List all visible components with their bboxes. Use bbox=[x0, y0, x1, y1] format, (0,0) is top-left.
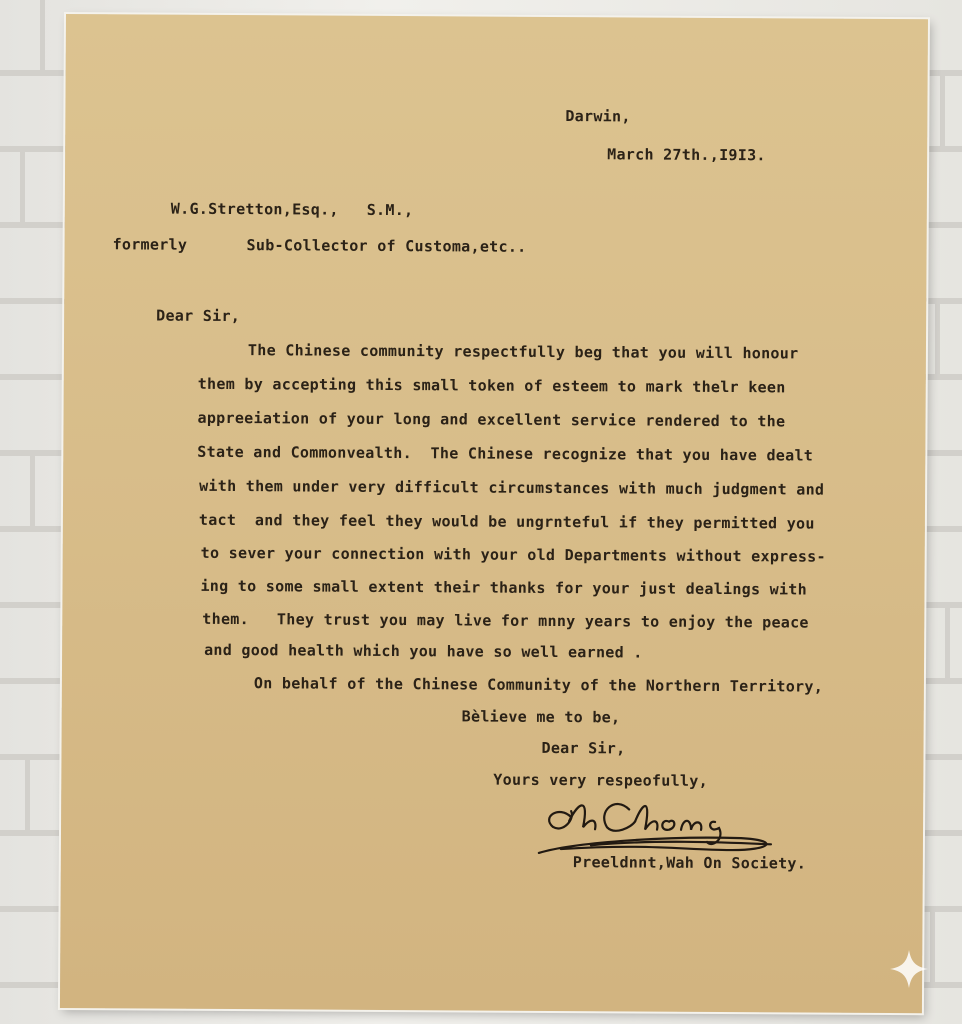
body-line: with them under very difficult circumstances with much judgment and bbox=[199, 476, 825, 499]
behalf-line: On behalf of the Chinese Community of the Northern Territory, bbox=[253, 674, 824, 696]
mortar-joint bbox=[930, 912, 935, 982]
sparkle-icon bbox=[888, 948, 930, 990]
mortar-joint bbox=[20, 152, 25, 222]
mortar-joint bbox=[40, 0, 45, 70]
mortar-joint bbox=[940, 76, 945, 146]
salutation: Dear Sir, bbox=[156, 306, 241, 326]
body-line: and good health which you have so well earned . bbox=[204, 640, 643, 662]
body-line: them. They trust you may live for mnny years to enjoy the peace bbox=[202, 609, 809, 632]
letter-date: March 27th.,I9I3. bbox=[607, 145, 766, 165]
closing-dear-sir: Dear Sir, bbox=[541, 738, 626, 758]
body-line: to sever your connection with your old Departments without express- bbox=[200, 543, 826, 566]
closing-believe: Bèlieve me to be, bbox=[461, 707, 621, 727]
mortar-joint bbox=[935, 304, 940, 374]
mortar-joint bbox=[945, 608, 950, 678]
body-line: ing to some small extent their thanks for your just dealings with bbox=[200, 576, 808, 599]
body-line: appreeiation of your long and excellent service rendered to the bbox=[197, 408, 786, 431]
mortar-joint bbox=[30, 456, 35, 526]
body-line: The Chinese community respectfully beg that you will honour bbox=[247, 341, 799, 363]
typed-letter bbox=[60, 14, 928, 1013]
signature-title: Preeldnnt,Wah On Society. bbox=[572, 853, 807, 873]
addressee-line-2: Sub-Collector of Customa,etc.. bbox=[246, 236, 527, 256]
body-line: State and Commonvealth. The Chinese recognize that you have dealt bbox=[197, 442, 814, 465]
mortar-joint bbox=[25, 760, 30, 830]
closing-yours: Yours very respeofully, bbox=[493, 770, 708, 790]
addressee-line-1: W.G.Stretton,Esq., S.M., bbox=[170, 199, 414, 220]
body-line: them by accepting this small token of esteem to mark thelr keen bbox=[197, 374, 786, 397]
letter-place: Darwin, bbox=[565, 107, 631, 126]
body-line: tact and they feel they would be ungrnteful if they permitted you bbox=[198, 510, 815, 533]
addressee-formerly: formerly bbox=[112, 235, 188, 254]
